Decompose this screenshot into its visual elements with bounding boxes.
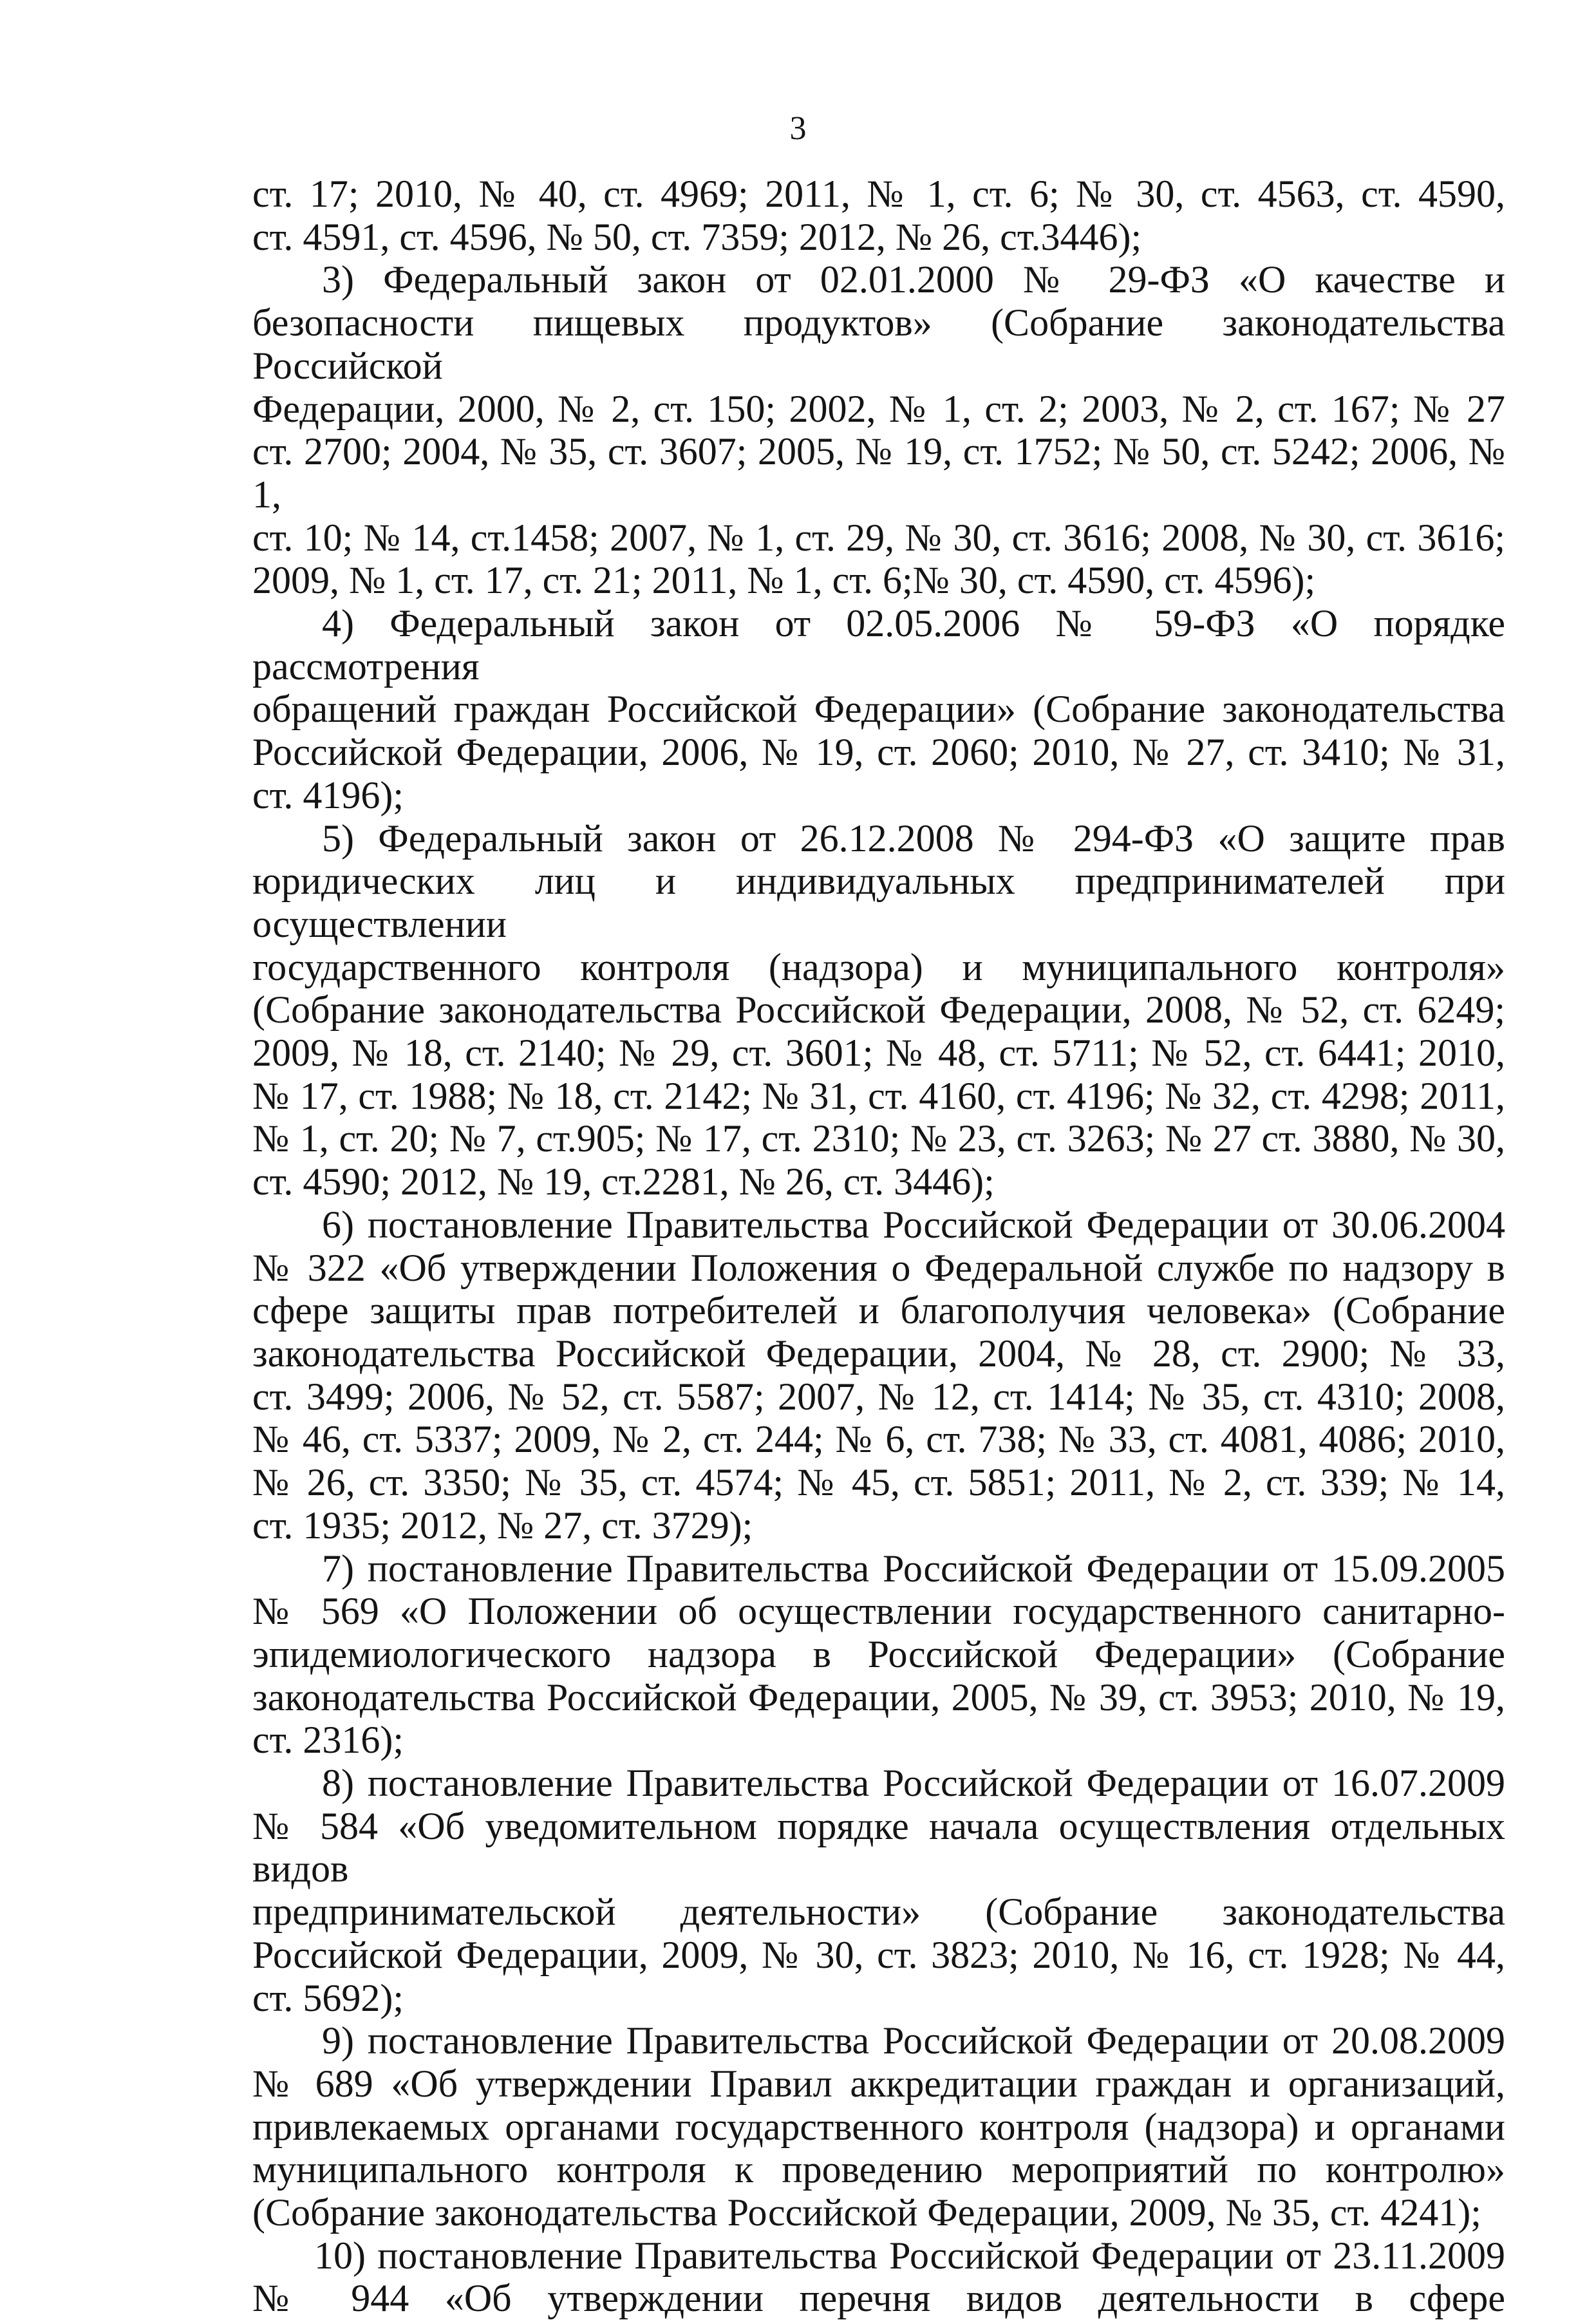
text-line: ст. 10; № 14, ст.1458; 2007, № 1, ст. 29, № 30, ст. 3616; 2008, № 30, ст. 3616; [252,516,1505,559]
text-line: ст. 4590; 2012, № 19, ст.2281, № 26, ст. 3446); [252,1160,995,1203]
document-body [252,173,1505,2320]
text-line: ст. 2316); [252,1719,404,1762]
text-line: № 944 «Об утверждении перечня видов деятельности в сфере [252,2277,1505,2320]
text-line: 4) Федеральный закон от 02.05.2006 № 59-ФЗ «О порядке рассмотрения [252,602,1505,688]
text-line: сфере защиты прав потребителей и благополучия человека» (Собрание [252,1289,1505,1332]
text-line: государственного контроля (надзора) и муниципального контроля» [252,945,1505,988]
text-line: муниципального контроля к проведению мероприятий по контролю» [252,2148,1505,2191]
text-line: № 569 «О Положении об осуществлении государственного санитарно- [252,1590,1505,1633]
text-line: № 322 «Об утверждении Положения о Федеральной службе по надзору в [252,1246,1505,1289]
text-line: Российской Федерации, 2009, № 30, ст. 3823; 2010, № 16, ст. 1928; № 44, [252,1933,1505,1976]
text-line: 7) постановление Правительства Российской Федерации от 15.09.2005 [322,1547,1505,1590]
text-line: ст. 17; 2010, № 40, ст. 4969; 2011, № 1, ст. 6; № 30, ст. 4563, ст. 4590, [252,173,1505,215]
text-line: ст. 1935; 2012, № 27, ст. 3729); [252,1504,753,1547]
text-line: 6) постановление Правительства Российской Федерации от 30.06.2004 [322,1203,1505,1246]
text-line: законодательства Российской Федерации, 2005, № 39, ст. 3953; 2010, № 19, [252,1675,1505,1719]
text-line: 8) постановление Правительства Российской Федерации от 16.07.2009 [322,1762,1505,1805]
text-line: № 46, ст. 5337; 2009, № 2, ст. 244; № 6, ст. 738; № 33, ст. 4081, 4086; 2010, [252,1418,1505,1461]
text-line: ст. 2700; 2004, № 35, ст. 3607; 2005, № 19, ст. 1752; № 50, ст. 5242; 2006, № 1, [252,430,1505,516]
text-line: Федерации, 2000, № 2, ст. 150; 2002, № 1, ст. 2; 2003, № 2, ст. 167; № 27 [252,387,1505,430]
text-line: № 26, ст. 3350; № 35, ст. 4574; № 45, ст. 5851; 2011, № 2, ст. 339; № 14, [252,1461,1505,1504]
text-line: безопасности пищевых продуктов» (Собрание законодательства Российской [252,301,1505,387]
text-line: 2009, № 18, ст. 2140; № 29, ст. 3601; № 48, ст. 5711; № 52, ст. 6441; 2010, [252,1032,1505,1075]
text-line: № 584 «Об уведомительном порядке начала осуществления отдельных видов [252,1804,1505,1891]
text-line: юридических лиц и индивидуальных предпринимателей при осуществлении [252,860,1505,945]
text-line: 5) Федеральный закон от 26.12.2008 № 294-ФЗ «О защите прав [322,816,1505,860]
text-line: законодательства Российской Федерации, 2004, № 28, ст. 2900; № 33, [252,1332,1505,1375]
text-line: эпидемиологического надзора в Российской Федерации» (Собрание [252,1632,1505,1675]
text-line: 3) Федеральный закон от 02.01.2000 № 29-ФЗ «О качестве и [322,258,1505,301]
text-line: № 1, ст. 20; № 7, ст.905; № 17, ст. 2310; № 23, ст. 3263; № 27 ст. 3880, № 30, [252,1117,1505,1160]
text-line: привлекаемых органами государственного контроля (надзора) и органами [252,2105,1505,2148]
text-line: ст. 3499; 2006, № 52, ст. 5587; 2007, № 12, ст. 1414; № 35, ст. 4310; 2008, [252,1375,1505,1418]
text-line: (Собрание законодательства Российской Федерации, 2009, № 35, ст. 4241); [252,2191,1481,2234]
text-line: 2009, № 1, ст. 17, ст. 21; 2011, № 1, ст. 6;№ 30, ст. 4590, ст. 4596); [252,559,1316,602]
text-line: № 17, ст. 1988; № 18, ст. 2142; № 31, ст. 4160, ст. 4196; № 32, ст. 4298; 2011, [252,1074,1505,1117]
text-line: № 689 «Об утверждении Правил аккредитации граждан и организаций, [252,2062,1505,2105]
text-line: ст. 5692); [252,1976,404,2019]
text-line: (Собрание законодательства Российской Федерации, 2008, № 52, ст. 6249; [252,988,1505,1032]
text-line: обращений граждан Российской Федерации» (Собрание законодательства [252,688,1505,731]
text-line: ст. 4196); [252,773,404,816]
text-line: Российской Федерации, 2006, № 19, ст. 2060; 2010, № 27, ст. 3410; № 31, [252,731,1505,774]
text-line: предпринимательской деятельности» (Собрание законодательства [252,1891,1505,1934]
text-line: 9) постановление Правительства Российской Федерации от 20.08.2009 [322,2019,1505,2062]
page-number: 3 [789,110,807,147]
text-line: 10) постановление Правительства Российской Федерации от 23.11.2009 [314,2234,1505,2277]
text-line: ст. 4591, ст. 4596, № 50, ст. 7359; 2012, № 26, ст.3446); [252,215,1142,258]
